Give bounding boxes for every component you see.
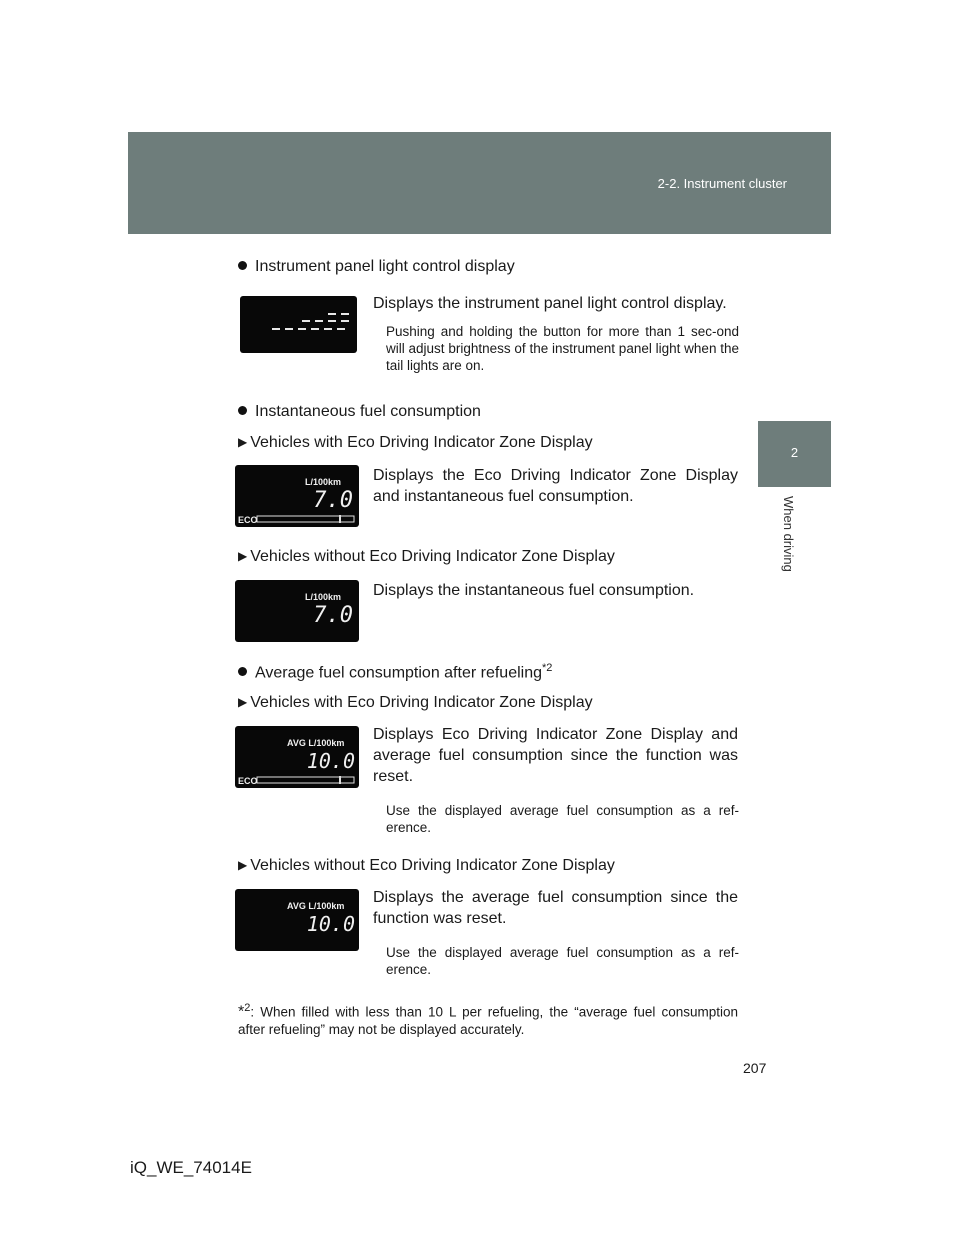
lcd-unit-label: L/100km [305, 477, 342, 487]
lcd-avg-value: 10.0 [306, 912, 355, 936]
dashes-graphic [240, 296, 357, 353]
page-number: 207 [743, 1060, 767, 1076]
bullet-average [238, 662, 552, 682]
note-average-eco: Use the displayed average fuel consumption as a ref-erence. [386, 803, 739, 835]
eco-bar-marker [339, 515, 341, 523]
section-header [128, 132, 831, 234]
sub-average-with-eco [238, 694, 593, 712]
sub-instant-with-eco-text: Vehicles with Eco Driving Indicator Zone Display [250, 434, 593, 451]
lcd-unit-label: L/100km [305, 592, 342, 602]
lcd-average-eco [235, 726, 359, 788]
chapter-label: When driving [781, 496, 796, 572]
footnote-text: : When filled with less than 10 L per refueling, the “average fuel consumption after refueling” may not be displayed accurately. [238, 1004, 738, 1037]
arrow-icon: ▶ [238, 549, 248, 563]
lcd-instant [235, 580, 359, 642]
lcd-value: 7.0 [313, 488, 353, 513]
sub-instant-with-eco [238, 434, 593, 452]
bullet-average-text: Average fuel consumption after refueling [255, 664, 542, 682]
bullet-light-control-text: Instrument panel light control display [255, 258, 515, 275]
lcd-average [235, 889, 359, 951]
footnote-marker-sup: 2 [244, 1002, 251, 1014]
footnote-marker: * [238, 1003, 245, 1021]
lcd-avg-unit-label: AVG L/100km [287, 738, 345, 748]
note-light-control: Pushing and holding the button for more than 1 sec-ond will adjust brightness of the instrument panel light when the tail lights are on. [386, 324, 739, 373]
lcd-avg-value: 10.0 [306, 749, 355, 773]
lcd-instant-eco [235, 465, 359, 527]
lcd-eco-label: ECO [238, 515, 258, 525]
eco-bar-marker [339, 776, 341, 784]
lcd-eco-label: ECO [238, 776, 258, 786]
arrow-icon: ▶ [238, 695, 248, 709]
arrow-icon: ▶ [238, 435, 248, 449]
sub-instant-without-eco-text: Vehicles without Eco Driving Indicator Zone Display [250, 548, 615, 565]
note-average: Use the displayed average fuel consumption as a ref-erence. [386, 945, 739, 977]
lcd-value: 7.0 [313, 603, 353, 628]
bullet-light-control [238, 258, 515, 276]
lcd-avg-unit-label: AVG L/100km [287, 901, 345, 911]
sub-instant-without-eco [238, 548, 615, 566]
desc-average-eco: Displays Eco Driving Indicator Zone Display and average fuel consumption since the function was reset. [373, 726, 738, 785]
document-id: iQ_WE_74014E [130, 1158, 252, 1177]
lcd-light-control [240, 296, 357, 353]
bullet-instant-text: Instantaneous fuel consumption [255, 403, 481, 420]
section-title: 2-2. Instrument cluster [657, 176, 787, 191]
sub-average-without-eco-text: Vehicles without Eco Driving Indicator Zone Display [250, 857, 615, 874]
lcd-instant-eco-graphic [235, 465, 359, 527]
desc-instant-eco: Displays the Eco Driving Indicator Zone Display and instantaneous fuel consumption. [373, 467, 738, 505]
chapter-number: 2 [790, 445, 799, 460]
footnote [238, 1000, 738, 1038]
lcd-instant-graphic [235, 580, 359, 642]
desc-average: Displays the average fuel consumption since the function was reset. [373, 889, 738, 927]
bullet-instant [238, 403, 481, 421]
lcd-average-eco-graphic [235, 726, 359, 788]
desc-instant: Displays the instantaneous fuel consumption. [373, 582, 695, 599]
chapter-tab [758, 421, 831, 487]
lcd-average-graphic [235, 889, 359, 951]
desc-light-control: Displays the instrument panel light control display. [373, 295, 727, 312]
arrow-icon: ▶ [238, 858, 248, 872]
bullet-average-sup: *2 [542, 662, 553, 674]
sub-average-with-eco-text: Vehicles with Eco Driving Indicator Zone Display [250, 694, 593, 711]
sub-average-without-eco [238, 857, 615, 875]
